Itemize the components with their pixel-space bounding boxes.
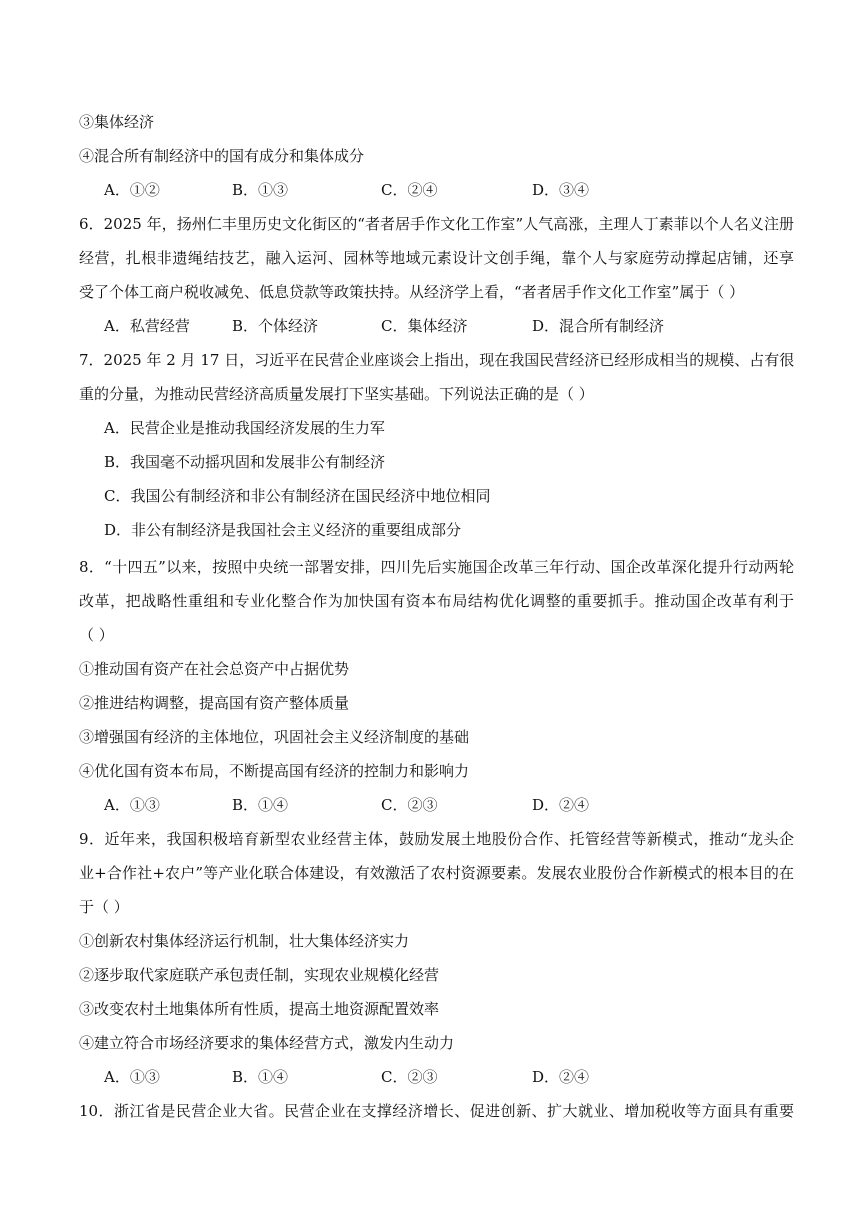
q10-stem-line-1: 10．浙江省是民营企业大省。民营企业在支撑经济增长、促进创新、扩大就业、增加税收等方面具有重要 — [79, 1102, 794, 1120]
q9-option-a[interactable]: A．①③ — [104, 1068, 160, 1086]
q7-stem-line-1: 7．2025 年 2 月 17 日，习近平在民营企业座谈会上指出，现在我国民营经济已经形成相当的规模、占有很 — [79, 351, 795, 369]
q8-stem-line-2: 改革，把战略性重组和专业化整合作为加快国有资本布局结构优化调整的重要抓手。推动国企改革有利于 — [79, 592, 794, 610]
q7-option-b[interactable]: B．我国毫不动摇巩固和发展非公有制经济 — [104, 453, 386, 471]
q7-option-d[interactable]: D．非公有制经济是我国社会主义经济的重要组成部分 — [104, 521, 462, 539]
q9-stem-line-3: 于（ ） — [79, 898, 129, 916]
q6-options — [104, 315, 804, 337]
q9-item-2: ②逐步取代家庭联产承包责任制，实现农业规模化经营 — [79, 966, 440, 984]
q8-item-3: ③增强国有经济的主体地位，巩固社会主义经济制度的基础 — [79, 728, 470, 746]
q8-item-4: ④优化国有资本布局，不断提高国有经济的控制力和影响力 — [79, 762, 470, 780]
q8-option-d[interactable]: D．②④ — [532, 796, 590, 814]
q7-option-c[interactable]: C．我国公有制经济和非公有制经济在国民经济中地位相同 — [104, 487, 491, 505]
q9-options — [104, 1066, 804, 1088]
q7-stem-line-2: 重的分量，为推动民营经济高质量发展打下坚实基础。下列说法正确的是（ ） — [79, 385, 594, 403]
q6-stem-line-2: 经营，扎根非遗绳结技艺，融入运河、园林等地域元素设计文创手绳，靠个人与家庭劳动撑起店铺，还享 — [79, 249, 794, 267]
q9-item-3: ③改变农村土地集体所有性质，提高土地资源配置效率 — [79, 1000, 440, 1018]
q5-option-a[interactable]: A．①② — [104, 181, 160, 199]
q8-options — [104, 794, 804, 816]
q5-option-b[interactable]: B．①③ — [232, 181, 289, 199]
q9-item-1: ①创新农村集体经济运行机制，壮大集体经济实力 — [79, 932, 410, 950]
q5-option-c[interactable]: C．②④ — [381, 181, 438, 199]
q9-option-c[interactable]: C．②③ — [381, 1068, 438, 1086]
q5-options — [104, 179, 804, 201]
q8-item-2: ②推进结构调整，提高国有资产整体质量 — [79, 694, 350, 712]
q9-stem-line-1: 9．近年来，我国积极培育新型农业经营主体，鼓励发展土地股份合作、托管经营等新模式，推动“龙头企 — [79, 830, 794, 848]
q6-stem-line-3: 受了个体工商户税收减免、低息贷款等政策扶持。从经济学上看，“者者居手作文化工作室”属于（ ） — [79, 283, 745, 301]
q9-option-b[interactable]: B．①④ — [232, 1068, 289, 1086]
q6-option-b[interactable]: B．个体经济 — [232, 317, 319, 335]
q6-option-a[interactable]: A．私营经营 — [104, 317, 190, 335]
q6-option-c[interactable]: C．集体经济 — [381, 317, 468, 335]
q7-option-a[interactable]: A．民营企业是推动我国经济发展的生力军 — [104, 419, 385, 437]
q5-item-4: ④混合所有制经济中的国有成分和集体成分 — [79, 147, 365, 165]
q8-option-b[interactable]: B．①④ — [232, 796, 289, 814]
q8-option-a[interactable]: A．①③ — [104, 796, 160, 814]
q9-option-d[interactable]: D．②④ — [532, 1068, 590, 1086]
q8-item-1: ①推动国有资产在社会总资产中占据优势 — [79, 660, 350, 678]
q8-option-c[interactable]: C．②③ — [381, 796, 438, 814]
q5-item-3: ③集体经济 — [79, 113, 155, 131]
q6-stem-line-1: 6．2025 年，扬州仁丰里历史文化街区的“者者居手作文化工作室”人气高涨，主理人丁素菲以个人名义注册 — [79, 215, 794, 233]
q9-item-4: ④建立符合市场经济要求的集体经营方式，激发内生动力 — [79, 1034, 455, 1052]
q6-option-d[interactable]: D．混合所有制经济 — [532, 317, 665, 335]
q9-stem-line-2: 业+合作社+农户”等产业化联合体建设，有效激活了农村资源要素。发展农业股份合作新模式的根本目的在 — [79, 864, 794, 882]
q5-option-d[interactable]: D．③④ — [532, 181, 590, 199]
q8-stem-line-1: 8．“十四五”以来，按照中央统一部署安排，四川先后实施国企改革三年行动、国企改革深化提升行动两轮 — [79, 558, 794, 576]
q8-stem-line-3: （ ） — [79, 626, 114, 644]
